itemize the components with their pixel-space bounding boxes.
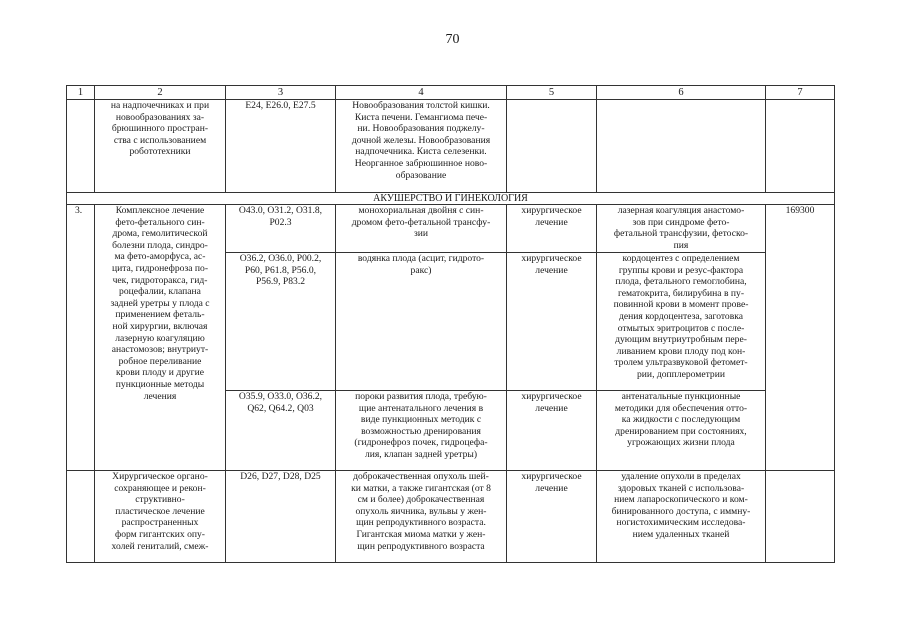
treatment-name-cell: Комплексное лечение фето-фетального син- дрома, гемолитической болезни плода, синдро- ма фето-аморфуса, ас- цита, гидронефроза по- чек, гидроторакса, гид- роцефалии, клапана задней уретры у плода с применением феталь- ной хирургии, включая лазерную коагуляцию анастомозов; внутриут- робное переливание крови плоду и другие пункционные методы лечения	[95, 205, 226, 471]
header-row	[67, 86, 835, 100]
header-cell-5: 5	[507, 86, 597, 100]
treatment-type-cell	[507, 100, 597, 193]
table-row-continued	[67, 100, 835, 193]
page-number: 70	[445, 32, 460, 47]
treatment-method-cell: удаление опухоли в пределах здоровых тканей с использова- нием лапароскопического и ком- бинированного доступа, с иммну- ногистохимическим исследова- нием удаленных тканей	[597, 471, 766, 563]
section-title: АКУШЕРСТВО И ГИНЕКОЛОГИЯ	[67, 193, 835, 205]
treatment-type-cell: хирургическое лечение	[507, 205, 597, 253]
icd-codes-cell: E24, E26.0, E27.5	[226, 100, 336, 193]
icd-codes-cell: O36.2, O36.0, P00.2, P60, P61.8, P56.0, P56.9, P83.2	[226, 253, 336, 391]
standard-cost-cell	[766, 471, 835, 563]
header-cell-4: 4	[336, 86, 507, 100]
treatment-type-cell: хирургическое лечение	[507, 391, 597, 471]
header-cell-2: 2	[95, 86, 226, 100]
treatment-name-cell: Хирургическое органо- сохраняющее и рекон- структивно- пластическое лечение распространенных форм гигантских опу- холей гениталий, смеж-	[95, 471, 226, 563]
medical-care-table	[66, 85, 835, 563]
patient-model-cell: пороки развития плода, требую- щие антенатального лечения в виде пункционных методик с возможностью дренирования (гидронефроз почек, гидроцефа- лия, клапан задней уретры)	[336, 391, 507, 471]
patient-model-cell: Новообразования толстой кишки. Киста печени. Гемангиома пече- ни. Новообразования поджелу- дочной железы. Новообразования надпочечника. Киста селезенки. Неорганное забрюшинное ново- образование	[336, 100, 507, 193]
treatment-method-cell	[597, 100, 766, 193]
treatment-type-cell: хирургическое лечение	[507, 253, 597, 391]
treatment-type-cell: хирургическое лечение	[507, 471, 597, 563]
patient-model-cell: водянка плода (асцит, гидрото- ракс)	[336, 253, 507, 391]
icd-codes-cell: D26, D27, D28, D25	[226, 471, 336, 563]
icd-codes-cell: O43.0, O31.2, O31.8, P02.3	[226, 205, 336, 253]
section-row	[67, 193, 835, 205]
treatment-method-cell: лазерная коагуляция анастомо- зов при синдроме фето- фетальной трансфузии, фетоско- пия	[597, 205, 766, 253]
patient-model-cell: доброкачественная опухоль шей- ки матки, а также гигантская (от 8 см и более) доброкачественная опухоль яичника, вульвы у жен- щин репродуктивного возраста. Гигантская миома матки у жен- щин репродуктивного возраста	[336, 471, 507, 563]
standard-cost-cell: 169300	[766, 205, 835, 471]
table-row-entry-3a	[67, 205, 835, 253]
standard-cost-cell	[766, 100, 835, 193]
header-cell-3: 3	[226, 86, 336, 100]
treatment-method-cell: кордоцентез с определением группы крови и резус-фактора плода, фетального гемоглобина, гематокрита, билирубина в пу- повинной крови в момент прове- дения кордоцентеза, заготовка отмытых эритроцитов с после- дующим внутриутробным пере- ливанием крови плоду под кон- тролем ультразвуковой фетомет- рии, допплерометрии	[597, 253, 766, 391]
row-number-cell	[67, 100, 95, 193]
row-number-cell: 3.	[67, 205, 95, 471]
row-number-cell	[67, 471, 95, 563]
patient-model-cell: монохориальная двойня с син- дромом фето-фетальной трансфу- зии	[336, 205, 507, 253]
treatment-method-cell: антенатальные пункционные методики для обеспечения отто- ка жидкости с последующим дренированием при состояниях, угрожающих жизни плода	[597, 391, 766, 471]
header-cell-7: 7	[766, 86, 835, 100]
header-cell-6: 6	[597, 86, 766, 100]
header-cell-1: 1	[67, 86, 95, 100]
treatment-name-cell: на надпочечниках и при новообразованиях за- брюшинного простран- ства с использованием робототехники	[95, 100, 226, 193]
icd-codes-cell: O35.9, O33.0, O36.2, Q62, Q64.2, Q03	[226, 391, 336, 471]
table-row-entry-4	[67, 471, 835, 563]
